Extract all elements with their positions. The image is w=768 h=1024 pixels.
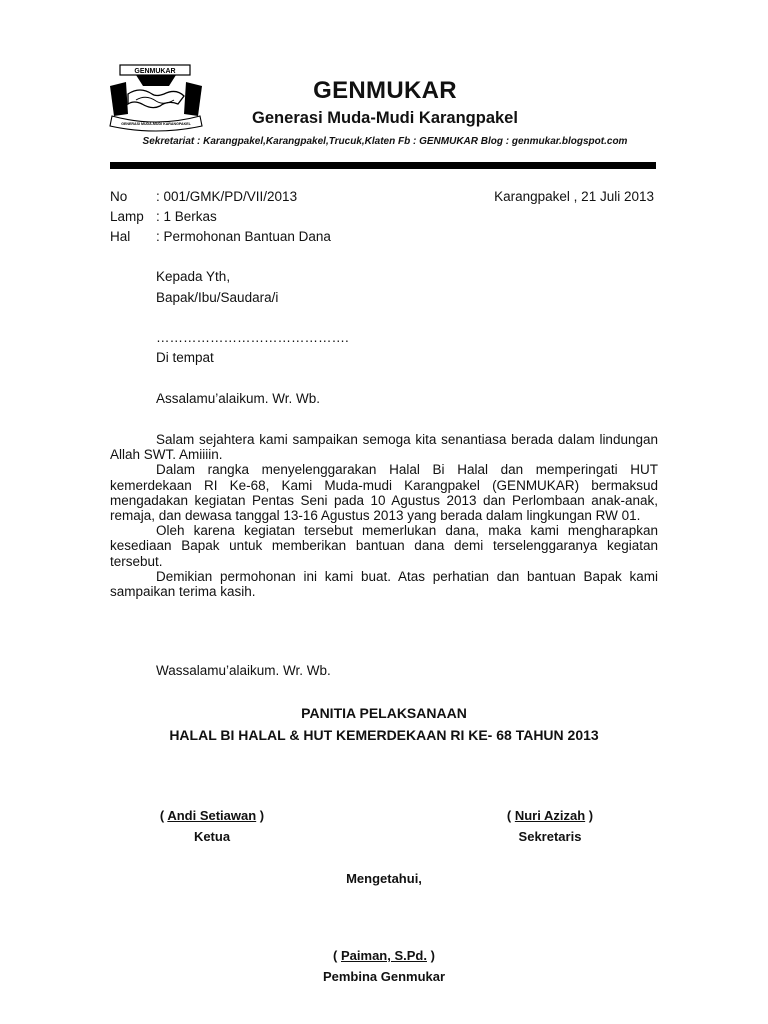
signatory-left bbox=[132, 808, 292, 844]
recipient-place: Di tempat bbox=[156, 350, 214, 365]
header-rule bbox=[110, 162, 656, 169]
meta-no-value: : 001/GMK/PD/VII/2013 bbox=[156, 189, 298, 204]
recipient-line2: Bapak/Ibu/Saudara/i bbox=[156, 290, 279, 305]
meta-no-label: No bbox=[110, 189, 128, 204]
recipient-line1: Kepada Yth, bbox=[156, 269, 231, 284]
logo-banner-text: GENMUKAR bbox=[134, 68, 176, 75]
meta-lamp-row bbox=[110, 207, 217, 227]
signatory-right-role: Sekretaris bbox=[518, 829, 582, 844]
meta-hal-label: Hal bbox=[110, 229, 131, 244]
meta-hal-row bbox=[110, 227, 331, 247]
meta-lamp-label: Lamp bbox=[110, 209, 144, 224]
letter-body bbox=[110, 432, 658, 599]
committee-line2: HALAL BI HALAL & HUT KEMERDEKAAN RI KE- 68 TAHUN 2013 bbox=[169, 727, 599, 743]
signatory-left-role: Ketua bbox=[193, 829, 231, 844]
body-paragraph-4: Demikian permohonan ini kami buat. Atas perhatian dan bantuan Bapak kami sampaikan terima kasih. bbox=[110, 568, 658, 600]
body-paragraph-1: Salam sejahtera kami sampaikan semoga kita senantiasa berada dalam lindungan Allah SWT. Amiiiin. bbox=[110, 432, 658, 463]
signatory-right bbox=[470, 808, 630, 844]
org-title: GENMUKAR bbox=[313, 77, 457, 104]
greeting: Assalamu’alaikum. Wr. Wb. bbox=[156, 391, 321, 406]
signatory-advisor-name: Paiman, S.Pd. bbox=[341, 948, 427, 963]
acknowledge-label: Mengetahui, bbox=[346, 871, 422, 886]
org-address: Sekretariat : Karangpakel,Karangpakel,Trucuk,Klaten Fb : GENMUKAR Blog : genmukar.blogspot.com bbox=[142, 136, 628, 147]
signatory-advisor-role: Pembina Genmukar bbox=[322, 969, 446, 984]
logo-ribbon-text: GENERASI MUDA-MUDI KARANGPAKEL bbox=[121, 122, 191, 126]
signatory-right-name: Nuri Azizah bbox=[514, 808, 586, 823]
recipient-dots: ……………………………………. bbox=[156, 330, 349, 345]
meta-no-row bbox=[110, 187, 297, 207]
signatory-advisor bbox=[284, 948, 484, 984]
meta-hal-value: : Permohonan Bantuan Dana bbox=[156, 229, 331, 244]
body-paragraph-3: Oleh karena kegiatan tersebut memerlukan dana, maka kami mengharapkan kesediaan Bapak untuk memberikan bantuan dana demi terselenggaranya kegiatan tersebut. bbox=[110, 523, 658, 569]
signatory-advisor-name-line: ( Paiman, S.Pd. ) bbox=[333, 948, 435, 963]
committee-line1: PANITIA PELAKSANAAN bbox=[301, 705, 467, 721]
signatory-left-name: Andi Setiawan bbox=[167, 808, 257, 823]
meta-lamp-value: : 1 Berkas bbox=[156, 209, 217, 224]
body-paragraph-2: Dalam rangka menyelenggarakan Halal Bi Halal dan memperingati HUT kemerdekaan RI Ke-68, Kami Muda-mudi Karangpakel (GENMUKAR) bermaksud mengadakan kegiatan Pentas Seni pada 10 Agustus 2013 dan Perlombaan anak-anak, remaja, dan dewasa tanggal 13-16 Agustus 2013 yang berada dalam lingkungan RW 01. bbox=[110, 462, 658, 524]
org-subtitle: Generasi Muda-Mudi Karangpakel bbox=[252, 109, 518, 127]
signatory-right-name-line: ( Nuri Azizah ) bbox=[506, 808, 594, 823]
signatory-left-name-line: ( Andi Setiawan ) bbox=[159, 808, 265, 823]
letter-date: Karangpakel , 21 Juli 2013 bbox=[494, 189, 654, 204]
closing-salutation: Wassalamu’alaikum. Wr. Wb. bbox=[156, 663, 331, 678]
genmukar-logo bbox=[106, 64, 206, 132]
